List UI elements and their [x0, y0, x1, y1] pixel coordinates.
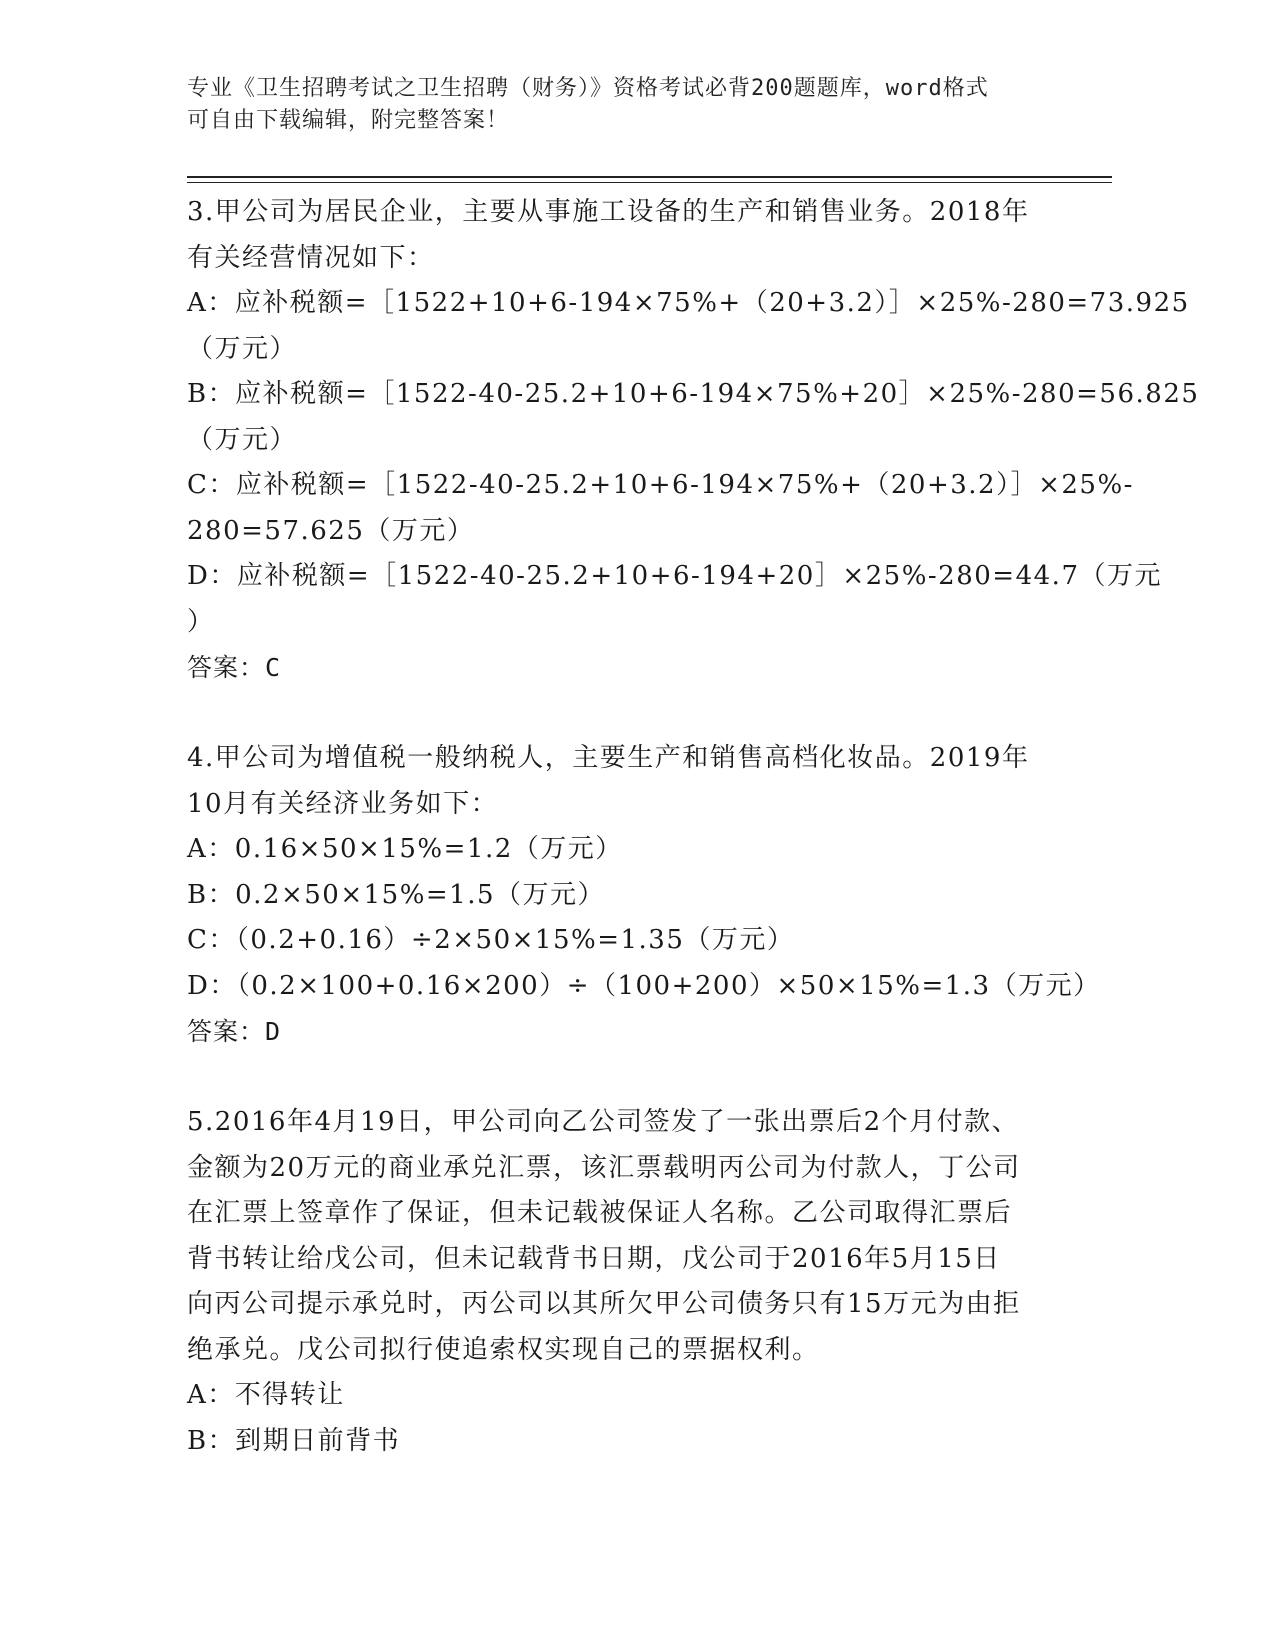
- option-d: D：（0.2×100+0.16×200）÷（100+200）×50×15%=1.3（万元）: [187, 970, 1101, 1001]
- option-a: A：不得转让: [187, 1380, 345, 1410]
- answer-label: 答案：C: [187, 653, 282, 682]
- option-line: 280=57.625（万元）: [187, 515, 475, 546]
- question-stem-line: 5.2016年4月19日，甲公司向乙公司签发了一张出票后2个月付款、: [187, 1107, 1020, 1137]
- document-header: [187, 73, 1087, 137]
- option-b: B：0.2×50×15%=1.5（万元）: [187, 879, 606, 910]
- question-stem-line: 10月有关经济业务如下：: [187, 788, 499, 819]
- question-stem-line: 绝承兑。戊公司拟行使追索权实现自己的票据权利。: [187, 1334, 820, 1365]
- option-a: [187, 281, 1190, 372]
- question-stem-line: 金额为20万元的商业承兑汇票，该汇票载明丙公司为付款人，丁公司: [187, 1152, 1021, 1183]
- header-divider-thin: [187, 182, 1112, 183]
- option-line: C：应补税额=［1522-40-25.2+10+6-194×75%+（20+3.2）］×25%-: [187, 470, 1134, 500]
- question-5: [187, 1100, 1087, 1464]
- question-list: [187, 190, 1200, 1464]
- option-d: [187, 554, 1162, 645]
- option-line: （万元）: [187, 333, 298, 364]
- option-line: A：应补税额=［1522+10+6-194×75%+（20+3.2）］×25%-280=73.925: [187, 288, 1190, 318]
- question-stem-line: 背书转让给戊公司，但未记载背书日期，戊公司于2016年5月15日: [187, 1243, 1001, 1274]
- header-line-2: 可自由下载编辑，附完整答案！: [187, 108, 510, 133]
- option-line: D：应补税额=［1522-40-25.2+10+6-194+20］×25%-280=44.7（万元: [187, 561, 1162, 591]
- question-stem-line: 向丙公司提示承兑时，丙公司以其所欠甲公司债务只有15万元为由拒: [187, 1289, 1021, 1319]
- option-c: C：（0.2+0.16）÷2×50×15%=1.35（万元）: [187, 925, 795, 955]
- header-line-1: 专业《卫生招聘考试之卫生招聘（财务）》资格考试必背200题题库，word格式: [187, 76, 989, 101]
- option-line: B：应补税额=［1522-40-25.2+10+6-194×75%+20］×25%-280=56.825: [187, 379, 1200, 409]
- question-stem-line: 4.甲公司为增值税一般纳税人，主要生产和销售高档化妆品。2019年: [187, 743, 1030, 773]
- header-divider-thick: [187, 176, 1112, 178]
- question-stem-line: 有关经营情况如下：: [187, 242, 435, 273]
- question-3: [187, 190, 1200, 691]
- option-line: ）: [187, 606, 215, 637]
- option-a: A：0.16×50×15%=1.2（万元）: [187, 834, 623, 864]
- question-stem-line: 3.甲公司为居民企业，主要从事施工设备的生产和销售业务。2018年: [187, 197, 1030, 227]
- question-spacer: [187, 691, 1087, 737]
- option-b: [187, 372, 1200, 463]
- question-stem-line: 在汇票上签章作了保证，但未记载被保证人名称。乙公司取得汇票后: [187, 1198, 1013, 1228]
- answer-label: 答案：D: [187, 1017, 282, 1046]
- question-spacer: [187, 1055, 1087, 1101]
- option-c: [187, 463, 1134, 554]
- question-4: [187, 736, 1101, 1055]
- option-line: （万元）: [187, 424, 298, 455]
- option-b: B：到期日前背书: [187, 1425, 401, 1456]
